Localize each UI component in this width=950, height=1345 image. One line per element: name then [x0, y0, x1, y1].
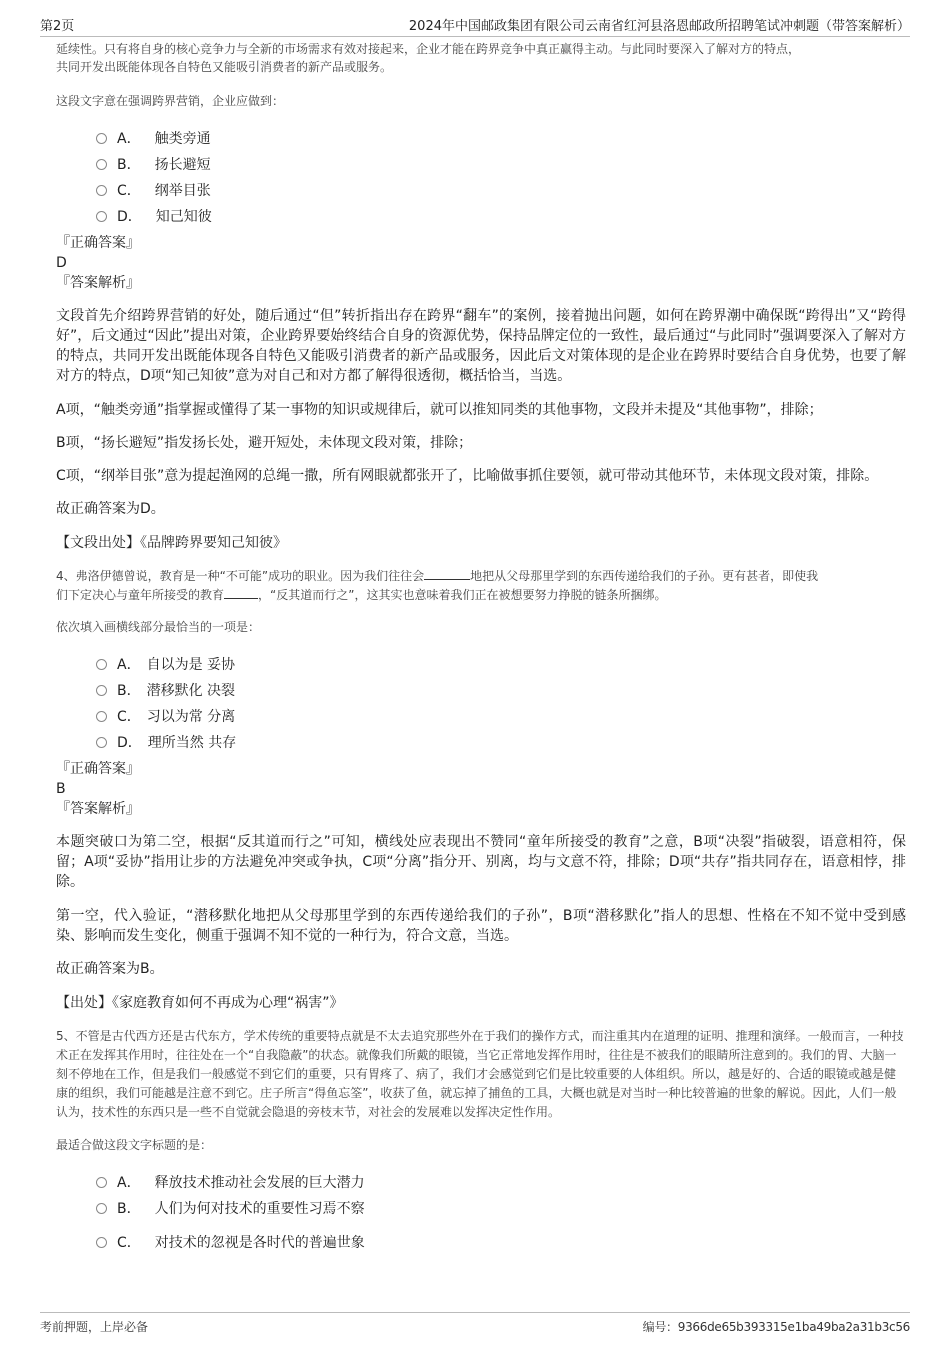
q5-option-c[interactable]: [96, 1229, 906, 1255]
option-letter: C．: [117, 183, 141, 199]
option-text: 理所当然 共存: [147, 735, 237, 751]
footer-slogan: 考前押题，上岸必备: [40, 1320, 149, 1334]
page-header: [40, 12, 910, 37]
q4-passage-part-3: 们下定决心与童年所接受的教育: [56, 588, 225, 602]
q4-analysis-1: 本题突破口为第二空，根据“反其道而行之”可知，横线处应表现出不赞同“童年所接受的教育”之意，B项“决裂”指破裂，语意相符，保留；A项“妥协”指用让步的方法避免冲突或争执，C项“分离”指分开、别离，均与文意不符，排除；D项“共存”指共同存在，语意相悖，排除。: [56, 834, 906, 890]
q3-source: 【文段出处】《品牌跨界要知己知彼》: [56, 535, 287, 551]
page-number: 第2页: [40, 19, 75, 34]
q3-analysis-1: 文段首先介绍跨界营销的好处，随后通过“但”转折指出存在跨界“翻车”的案例，接着抛出问题，如何在跨界潮中确保既“跨得出”又“跨得好”，后文通过“因此”提出对策，企业跨界要始终结合自身的资源优势，保持品牌定位的一致性，最后通过“与此同时”强调要深入了解对方的特点，共同开发出既能体现各自特色又能吸引消费者的新产品或服务，因此后文对策体现的是企业在跨界时要结合自身优势，也要了解对方的特点，D项“知己知彼”意为对自己和对方都了解得很透彻，概括恰当，当选。: [56, 308, 906, 384]
fill-blank-1: [424, 567, 470, 580]
q3-analysis-3: B项，“扬长避短”指发扬长处，避开短处，未体现文段对策，排除；: [56, 435, 473, 451]
radio-button-icon[interactable]: [96, 133, 107, 144]
page-footer: [40, 1312, 910, 1335]
option-text: 释放技术推动社会发展的巨大潜力: [154, 1175, 365, 1191]
q4-analysis-2: 第一空，代入验证，“潜移默化地把从父母那里学到的东西传递给我们的子孙”，B项“潜移默化”指人的思想、性格在不知不觉中受到感染、影响而发生变化，侧重于强调不知不觉的一种行为，符合文意，当选。: [56, 908, 906, 944]
q4-option-b[interactable]: [96, 677, 906, 703]
radio-button-icon[interactable]: [96, 159, 107, 170]
option-text: 潜移默化 决裂: [146, 683, 236, 699]
q3-analysis-2: A项，“触类旁通”指掌握或懂得了某一事物的知识或规律后，就可以推知同类的其他事物，文段并未提及“其他事物”，排除；: [56, 402, 823, 418]
q4-passage-part-2: 地把从父母那里学到的东西传递给我们的子孙。更有甚者，即使我: [470, 569, 819, 583]
radio-button-icon[interactable]: [96, 1177, 107, 1188]
q3-option-d[interactable]: [96, 203, 906, 229]
radio-button-icon[interactable]: [96, 1237, 107, 1248]
q4-option-c[interactable]: [96, 703, 906, 729]
q3-passage-line-1: 延续性。只有将自身的核心竞争力与全新的市场需求有效对接起来，企业才能在跨界竞争中真正赢得主动。与此同时要深入了解对方的特点，: [56, 42, 801, 56]
q3-analysis-5: 故正确答案为D。: [56, 501, 165, 517]
fill-blank-2: [224, 586, 258, 599]
radio-button-icon[interactable]: [96, 737, 107, 748]
q5-passage: 5、不管是古代西方还是古代东方，学术传统的重要特点就是不太去追究那些外在于我们的操作方式，而注重其内在道理的证明、推理和演绎。一般而言，一种技术正在发挥其作用时，往往处在一个“自我隐蔽”的状态。就像我们所戴的眼镜，当它正常地发挥作用时，往往是不被我们的眼睛所注意到的。我们的胃、大脑一刻不停地在工作，但是我们一般感觉不到它们的重要，只有胃疼了、病了，我们才会感觉到它们是比较重要的人体组织。所以，越是好的、合适的眼镜或越是健康的组织，我们可能越是注意不到它。庄子所言“得鱼忘筌”，收获了鱼，就忘掉了捕鱼的工具，大概也就是对当时一种比较普遍的世象的解说。因此，人们一般认为，技术性的东西只是一些不自觉就会隐退的旁枝末节，对社会的发展难以发挥决定性作用。: [56, 1029, 904, 1119]
option-text: 扬长避短: [154, 157, 211, 173]
q4-options: [56, 651, 906, 755]
option-text: 人们为何对技术的重要性习焉不察: [154, 1201, 365, 1217]
q5-option-b[interactable]: [96, 1195, 906, 1221]
q3-passage-line-2: 共同开发出既能体现各自特色又能吸引消费者的新产品或服务。: [56, 60, 393, 74]
option-letter: C．: [117, 709, 141, 725]
q4-passage: [56, 567, 906, 605]
option-letter: A．: [117, 1175, 141, 1191]
q3-analysis-label: 『答案解析』: [56, 275, 140, 291]
option-letter: D．: [117, 735, 142, 751]
option-letter: D．: [117, 209, 142, 225]
q3-analysis-4: C项，“纲举目张”意为提起渔网的总绳一撒，所有网眼就都张开了，比喻做事抓住要领，就可带动其他环节，未体现文段对策，排除。: [56, 468, 879, 484]
q4-answer: B: [56, 781, 66, 797]
radio-button-icon[interactable]: [96, 711, 107, 722]
q4-option-d[interactable]: [96, 729, 906, 755]
q3-option-c[interactable]: [96, 177, 906, 203]
q3-answer-label: 『正确答案』: [56, 235, 140, 251]
q3-stem: 这段文字意在强调跨界营销，企业应做到：: [56, 94, 285, 108]
q5-options: [56, 1169, 906, 1255]
q3-option-a[interactable]: [96, 125, 906, 151]
q4-analysis-3: 故正确答案为B。: [56, 961, 164, 977]
q4-option-a[interactable]: [96, 651, 906, 677]
option-text: 知己知彼: [155, 209, 212, 225]
q4-source: 【出处】《家庭教育如何不再成为心理“祸害”》: [56, 995, 344, 1011]
page-content: [56, 40, 906, 1255]
radio-button-icon[interactable]: [96, 211, 107, 222]
option-letter: C．: [117, 1235, 141, 1251]
q5-option-a[interactable]: [96, 1169, 906, 1195]
option-letter: B．: [117, 683, 141, 699]
option-text: 自以为是 妥协: [146, 657, 236, 673]
radio-button-icon[interactable]: [96, 1203, 107, 1214]
q4-passage-part-1: 4、弗洛伊德曾说，教育是一种“不可能”成功的职业。因为我们往往会: [56, 569, 425, 583]
option-letter: B．: [117, 1201, 141, 1217]
q4-stem: 依次填入画横线部分最恰当的一项是：: [56, 620, 261, 634]
option-letter: B．: [117, 157, 141, 173]
option-text: 对技术的忽视是各时代的普遍世象: [154, 1235, 365, 1251]
option-text: 纲举目张: [154, 183, 211, 199]
radio-button-icon[interactable]: [96, 685, 107, 696]
q4-passage-part-4: ，“反其道而行之”，这其实也意味着我们正在被想要努力挣脱的链条所捆绑。: [258, 588, 667, 602]
q3-options: [56, 125, 906, 229]
document-title: 2024年中国邮政集团有限公司云南省红河县洛恩邮政所招聘笔试冲刺题（带答案解析）: [408, 19, 910, 34]
option-text: 触类旁通: [154, 131, 211, 147]
option-text: 习以为常 分离: [146, 709, 236, 725]
document-code: 编号：9366de65b393315e1ba49ba2a31b3c56: [642, 1320, 910, 1334]
option-letter: A．: [117, 131, 141, 147]
radio-button-icon[interactable]: [96, 659, 107, 670]
q3-answer: D: [56, 255, 67, 271]
q4-answer-label: 『正确答案』: [56, 761, 140, 777]
q4-analysis-label: 『答案解析』: [56, 801, 140, 817]
q5-stem: 最适合做这段文字标题的是：: [56, 1138, 213, 1152]
q3-option-b[interactable]: [96, 151, 906, 177]
option-letter: A．: [117, 657, 141, 673]
radio-button-icon[interactable]: [96, 185, 107, 196]
